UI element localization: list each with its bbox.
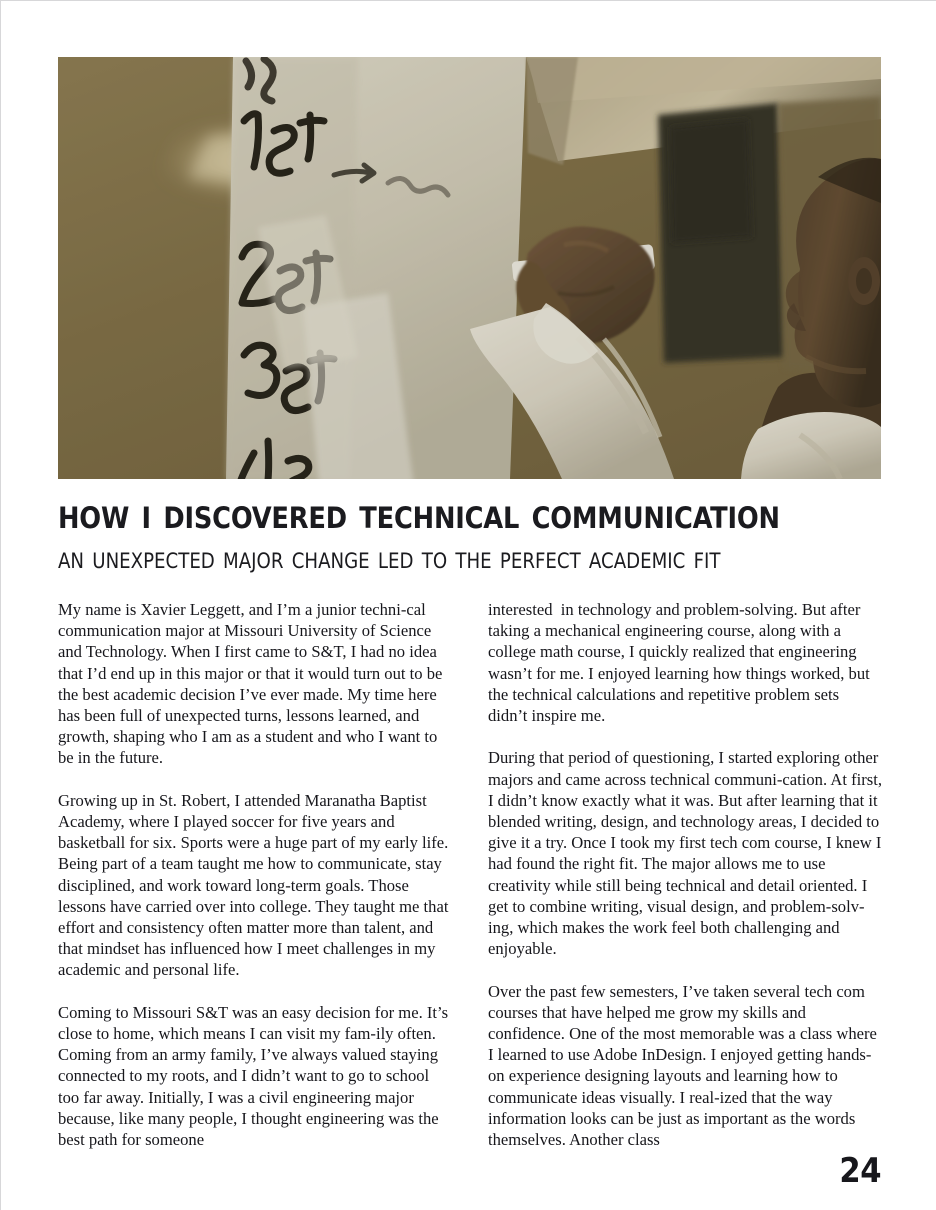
- paragraph: Coming to Missouri S&T was an easy decision for me. It’s close to home, which means I can visit my fam-ily often. Coming from an army family, I’ve always valued staying connected to my roots, and I didn’t want to go to school too far away. Initially, I was a civil engineering major because, like many people, I thought engineering was the best path for someone: [58, 1002, 453, 1150]
- photo-illustration: [58, 57, 881, 479]
- body-column-left: [58, 599, 452, 1150]
- page-subtitle: an unexpected major change led to the perfect academic fit: [58, 541, 721, 576]
- page-number: 24: [839, 1151, 881, 1191]
- paragraph: During that period of questioning, I started exploring other majors and came across technical communi-cation. At first, I didn’t know exactly what it was. But after learning that it blended writing, design, and technology areas, I decided to give it a try. Once I took my first tech com course, I knew I had found the right fit. The major allows me to use creativity while still being technical and detail oriented. I get to combine writing, visual design, and problem-solv-ing, which makes the work feel both challenging and enjoyable.: [488, 748, 887, 959]
- body-column-right: [488, 599, 887, 1150]
- paragraph: Over the past few semesters, I’ve taken several tech com courses that have helped me grow my skills and confidence. One of the most memorable was a class where I learned to use Adobe InDesign. I enjoyed getting hands-on experience designing layouts and learning how to communicate ideas visually. I real-ized that the way information looks can be just as important as the words themselves. Another class: [488, 981, 882, 1150]
- article-body: [58, 599, 887, 1150]
- article-photo: [58, 57, 881, 479]
- paragraph: Growing up in St. Robert, I attended Maranatha Baptist Academy, where I played soccer for five years and basketball for six. Sports were a huge part of my early life. Being part of a team taught me how to communicate, stay disciplined, and work toward long-term goals. Those lessons have carried over into college. They taught me that effort and consistency often matter more than talent, and that mindset has influenced how I meet challenges in my academic and personal life.: [58, 790, 453, 980]
- headline-block: [58, 491, 882, 577]
- page-title: how i discovered technical communication: [58, 490, 780, 538]
- paragraph: interested in technology and problem-solving. But after taking a mechanical engineering course, along with a college math course, I quickly realized that engineering wasn’t for me. I enjoyed learning how things worked, but the technical calculations and repetitive problem sets didn’t inspire me.: [488, 600, 874, 726]
- paragraph: My name is Xavier Leggett, and I’m a junior techni-cal communication major at Missouri University of Science and Technology. When I first came to S&T, I had no idea that I’d end up in this major or that it would turn out to be the best academic decision I’ve ever made. My time here has been full of unexpected turns, lessons learned, and growth, shaping who I am as a student and who I want to be in the future.: [58, 600, 447, 768]
